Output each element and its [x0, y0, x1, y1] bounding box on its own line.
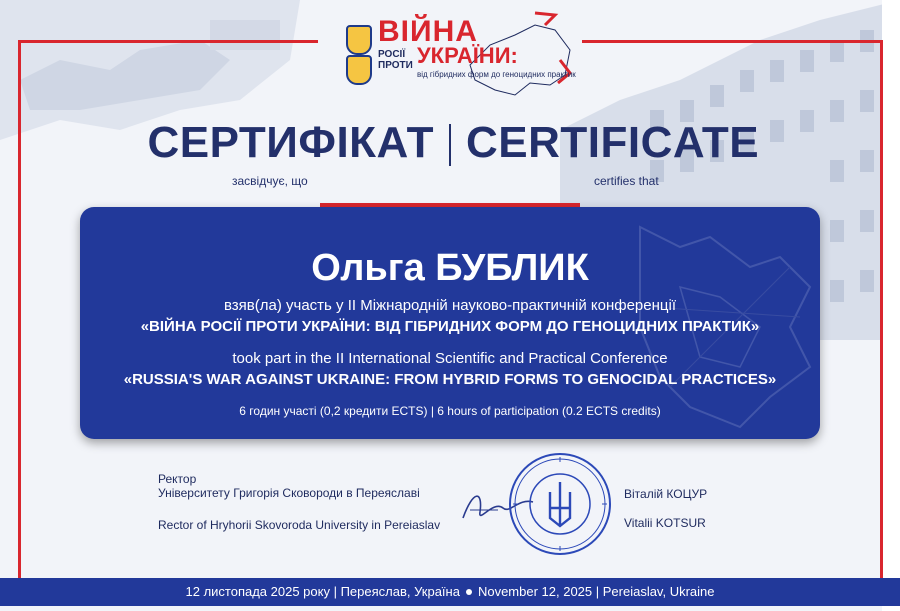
city-emblem-icon [346, 55, 372, 85]
subtitle-en: certifies that [594, 174, 659, 188]
footer-date-place-ua: 12 листопада 2025 року | Переяслав, Україна [185, 584, 460, 599]
title-en: CERTIFICATE [466, 118, 760, 167]
recipient-banner [80, 207, 820, 439]
conference-title-en: «RUSSIA'S WAR AGAINST UKRAINE: FROM HYBRID FORMS TO GENOCIDAL PRACTICES» [123, 371, 777, 388]
university-seal-icon [508, 452, 612, 556]
university-emblem-icon [346, 25, 372, 55]
frame-line [582, 40, 882, 43]
logo-title-line2: УКРАЇНИ: [417, 43, 518, 68]
logo-title-line1: ВІЙНА [378, 15, 478, 48]
frame-line [18, 40, 318, 43]
rector-role-en: Rector of Hryhorii Skovoroda University in Pereiaslav [158, 518, 441, 532]
participation-hours: 6 годин участі (0,2 кредити ECTS) | 6 hours of participation (0.2 ECTS credits) [239, 404, 661, 418]
title-separator [449, 124, 451, 166]
title-ua: СЕРТИФІКАТ [147, 118, 434, 167]
rector-university-ua: Університету Григорія Сковороди в Переяславі [158, 486, 420, 500]
logo-small-line1: РОСІЇ [378, 49, 406, 60]
conference-logo [340, 5, 580, 105]
recipient-name: Ольга БУБЛИК [311, 247, 589, 289]
subtitle-ua: засвідчує, що [232, 174, 308, 188]
footer-date-place-en: November 12, 2025 | Pereiaslav, Ukraine [477, 584, 715, 599]
rector-role-ua: Ректор [158, 472, 197, 486]
signer-name-en: Vitalii KOTSUR [624, 516, 706, 530]
conference-title-ua: «ВІЙНА РОСІЇ ПРОТИ УКРАЇНИ: ВІД ГІБРИДНИХ ФОРМ ДО ГЕНОЦИДНИХ ПРАКТИК» [140, 318, 760, 335]
bullet-icon [466, 589, 472, 595]
logo-small-text [378, 49, 413, 71]
logo-small-line2: ПРОТИ [378, 60, 413, 71]
footer-text [0, 584, 900, 599]
right-margin-strip [882, 0, 900, 611]
certificate-title-row [0, 118, 900, 168]
signer-name-ua: Віталій КОЦУР [624, 487, 708, 501]
logo-subtitle: від гібридних форм до геноцидних практик [417, 70, 576, 79]
footer-bar [0, 578, 900, 606]
participation-text-ua: взяв(ла) участь у II Міжнародній науково-практичній конференції [224, 297, 676, 314]
participation-text-en: took part in the II International Scientific and Practical Conference [232, 350, 668, 367]
